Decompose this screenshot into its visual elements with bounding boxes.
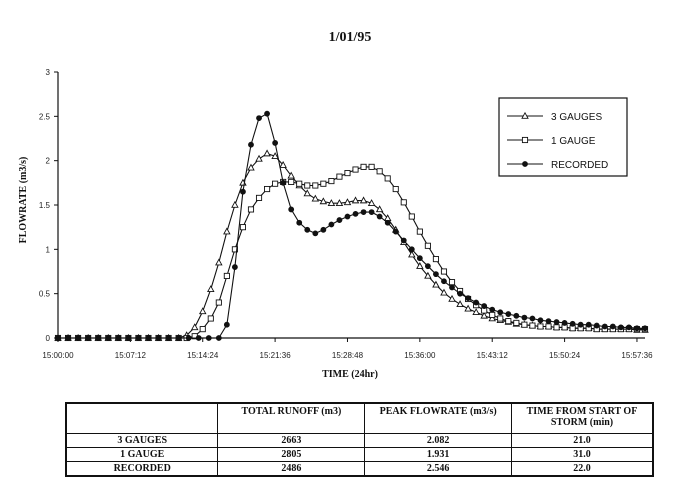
x-tick-label: 15:36:00: [404, 351, 436, 360]
data-point-recorded: [146, 335, 151, 340]
data-point-recorded: [594, 323, 599, 328]
series-line-3-gauges: [58, 154, 645, 338]
data-point-recorded: [586, 322, 591, 327]
data-point-recorded: [401, 238, 406, 243]
data-point-recorded: [313, 231, 318, 236]
x-tick-label: 15:28:48: [331, 351, 364, 360]
table-cell: 2486: [218, 462, 365, 477]
data-point-recorded: [361, 209, 366, 214]
chart-title: 1/01/95: [328, 30, 372, 45]
data-point-3-gauges: [208, 286, 214, 292]
data-point-recorded: [441, 279, 446, 284]
x-tick-label: 15:14:24: [187, 351, 219, 360]
data-point-1-gauge: [273, 181, 278, 186]
data-point-1-gauge: [297, 181, 302, 186]
data-point-recorded: [465, 296, 470, 301]
table-cell: 21.0: [511, 434, 653, 448]
data-point-3-gauges: [377, 206, 383, 212]
x-axis-ticks: [42, 338, 653, 360]
data-point-3-gauges: [216, 259, 222, 265]
table-cell: 2663: [218, 434, 365, 448]
data-point-recorded: [522, 315, 527, 320]
data-point-1-gauge: [554, 325, 559, 330]
y-axis-ticks: [39, 68, 58, 343]
y-tick-label: 3: [45, 68, 50, 77]
y-tick-label: 2: [45, 156, 50, 166]
data-point-recorded: [425, 264, 430, 269]
data-point-recorded: [216, 335, 221, 340]
data-point-3-gauges: [256, 156, 262, 162]
data-point-recorded: [433, 272, 438, 277]
data-point-recorded: [393, 229, 398, 234]
data-point-recorded: [546, 319, 551, 324]
table-cell: 2805: [218, 448, 365, 462]
table-row-label: RECORDED: [66, 462, 218, 477]
y-axis-label: FLOWRATE (m3/s): [18, 156, 29, 244]
data-point-recorded: [457, 291, 462, 296]
y-tick-label: 1.5: [38, 201, 50, 210]
table-row: [66, 448, 653, 462]
data-point-1-gauge: [329, 178, 334, 183]
data-point-1-gauge: [425, 243, 430, 248]
data-point-recorded: [474, 300, 479, 305]
data-point-1-gauge: [240, 225, 245, 230]
data-point-1-gauge: [449, 280, 454, 285]
data-point-recorded: [490, 307, 495, 312]
data-point-recorded: [530, 316, 535, 321]
data-point-recorded: [65, 335, 70, 340]
data-point-recorded: [610, 324, 615, 329]
data-point-recorded: [248, 142, 253, 147]
data-point-recorded: [186, 335, 191, 340]
x-tick-label: 15:00:00: [42, 351, 74, 360]
data-point-recorded: [166, 335, 171, 340]
data-point-recorded: [297, 220, 302, 225]
data-point-recorded: [86, 335, 91, 340]
data-point-1-gauge: [514, 320, 519, 325]
data-point-recorded: [618, 325, 623, 330]
data-point-recorded: [482, 303, 487, 308]
table-header-time-from-start: TIME FROM START OF STORM (min): [511, 403, 653, 434]
y-tick-label: 0: [45, 334, 50, 343]
data-point-1-gauge: [441, 269, 446, 274]
data-point-recorded: [232, 264, 237, 269]
data-point-1-gauge: [256, 195, 261, 200]
data-point-recorded: [409, 247, 414, 252]
data-point-1-gauge: [216, 300, 221, 305]
data-point-recorded: [578, 322, 583, 327]
data-point-recorded: [321, 227, 326, 232]
data-point-recorded: [76, 335, 81, 340]
data-point-1-gauge: [248, 207, 253, 212]
data-point-recorded: [562, 320, 567, 325]
data-point-recorded: [224, 322, 229, 327]
data-point-1-gauge: [345, 170, 350, 175]
legend-marker-recorded: [522, 161, 527, 166]
data-point-1-gauge: [530, 323, 535, 328]
data-point-1-gauge: [417, 229, 422, 234]
data-point-recorded: [136, 335, 141, 340]
table-cell: 2.082: [365, 434, 512, 448]
y-tick-label: 2.5: [38, 112, 50, 122]
legend-label-recorded: RECORDED: [551, 160, 609, 171]
legend-label-3-gauges: 3 GAUGES: [551, 112, 603, 123]
data-point-1-gauge: [289, 179, 294, 184]
data-point-1-gauge: [264, 186, 269, 191]
chart-legend: [499, 98, 627, 176]
data-point-3-gauges: [192, 324, 198, 330]
x-tick-label: 15:43:12: [476, 351, 508, 360]
data-point-recorded: [156, 335, 161, 340]
data-point-1-gauge: [506, 319, 511, 324]
data-point-recorded: [281, 180, 286, 185]
table-cell: 1.931: [365, 448, 512, 462]
data-point-recorded: [106, 335, 111, 340]
x-tick-label: 15:50:24: [549, 351, 581, 360]
series-1-gauge: [55, 164, 647, 340]
x-axis-label: TIME (24hr): [322, 369, 378, 380]
series-3-gauges: [55, 150, 648, 340]
data-point-recorded: [264, 111, 269, 116]
data-point-1-gauge: [353, 167, 358, 172]
data-point-1-gauge: [200, 327, 205, 332]
table-header-peak-flowrate: PEAK FLOWRATE (m3/s): [365, 403, 512, 434]
series-line-1-gauge: [58, 167, 645, 338]
table-header-total-runoff: TOTAL RUNOFF (m3): [218, 403, 365, 434]
data-point-1-gauge: [361, 164, 366, 169]
data-point-recorded: [305, 227, 310, 232]
data-point-1-gauge: [313, 183, 318, 188]
data-point-recorded: [385, 220, 390, 225]
table-header-empty: [66, 403, 218, 434]
data-point-1-gauge: [546, 324, 551, 329]
data-point-recorded: [554, 319, 559, 324]
data-point-recorded: [506, 311, 511, 316]
data-point-1-gauge: [490, 312, 495, 317]
data-point-3-gauges: [312, 196, 318, 202]
table-row-label: 3 GAUGES: [66, 434, 218, 448]
legend-label-1-gauge: 1 GAUGE: [551, 136, 596, 147]
data-point-1-gauge: [337, 174, 342, 179]
y-tick-label: 1: [45, 245, 50, 255]
data-point-3-gauges: [200, 308, 206, 314]
data-point-1-gauge: [409, 214, 414, 219]
data-point-recorded: [273, 140, 278, 145]
data-point-1-gauge: [385, 176, 390, 181]
data-point-1-gauge: [305, 183, 310, 188]
legend-marker-1-gauge: [522, 137, 527, 142]
data-point-1-gauge: [377, 169, 382, 174]
table-header-row: [66, 403, 653, 434]
data-point-recorded: [96, 335, 101, 340]
data-point-1-gauge: [433, 256, 438, 261]
data-point-recorded: [126, 335, 131, 340]
data-point-recorded: [642, 326, 647, 331]
data-point-1-gauge: [401, 200, 406, 205]
data-point-recorded: [498, 310, 503, 315]
data-point-recorded: [449, 285, 454, 290]
table-cell: 31.0: [511, 448, 653, 462]
data-point-recorded: [570, 321, 575, 326]
data-point-3-gauges: [264, 150, 270, 156]
data-point-recorded: [256, 116, 261, 121]
data-point-recorded: [377, 214, 382, 219]
table-cell: 2.546: [365, 462, 512, 477]
data-point-recorded: [417, 256, 422, 261]
data-point-1-gauge: [321, 181, 326, 186]
data-point-recorded: [240, 189, 245, 194]
data-point-3-gauges: [457, 301, 463, 307]
data-point-1-gauge: [538, 324, 543, 329]
table-row-label: 1 GAUGE: [66, 448, 218, 462]
table-row: [66, 434, 653, 448]
data-point-recorded: [514, 313, 519, 318]
summary-table: [65, 402, 654, 477]
data-point-recorded: [369, 209, 374, 214]
x-tick-label: 15:21:36: [259, 351, 291, 360]
data-point-3-gauges: [449, 296, 455, 302]
data-point-recorded: [289, 207, 294, 212]
data-point-recorded: [116, 335, 121, 340]
data-point-3-gauges: [224, 228, 230, 234]
data-point-3-gauges: [232, 202, 238, 208]
data-point-3-gauges: [465, 306, 471, 312]
data-point-recorded: [329, 222, 334, 227]
data-point-recorded: [196, 335, 201, 340]
y-tick-label: 0.5: [38, 289, 50, 299]
x-tick-label: 15:57:36: [621, 351, 653, 360]
data-point-1-gauge: [393, 186, 398, 191]
data-point-recorded: [634, 326, 639, 331]
data-point-recorded: [345, 214, 350, 219]
data-point-1-gauge: [498, 316, 503, 321]
data-point-recorded: [176, 335, 181, 340]
data-point-recorded: [602, 324, 607, 329]
data-point-1-gauge: [369, 164, 374, 169]
data-point-recorded: [337, 217, 342, 222]
data-point-1-gauge: [208, 316, 213, 321]
data-point-recorded: [538, 318, 543, 323]
table-cell: 22.0: [511, 462, 653, 477]
data-point-recorded: [626, 325, 631, 330]
data-point-1-gauge: [522, 322, 527, 327]
x-tick-label: 15:07:12: [114, 351, 146, 360]
data-point-recorded: [55, 335, 60, 340]
table-row: [66, 462, 653, 477]
data-point-1-gauge: [224, 273, 229, 278]
data-point-recorded: [353, 211, 358, 216]
data-point-recorded: [206, 335, 211, 340]
